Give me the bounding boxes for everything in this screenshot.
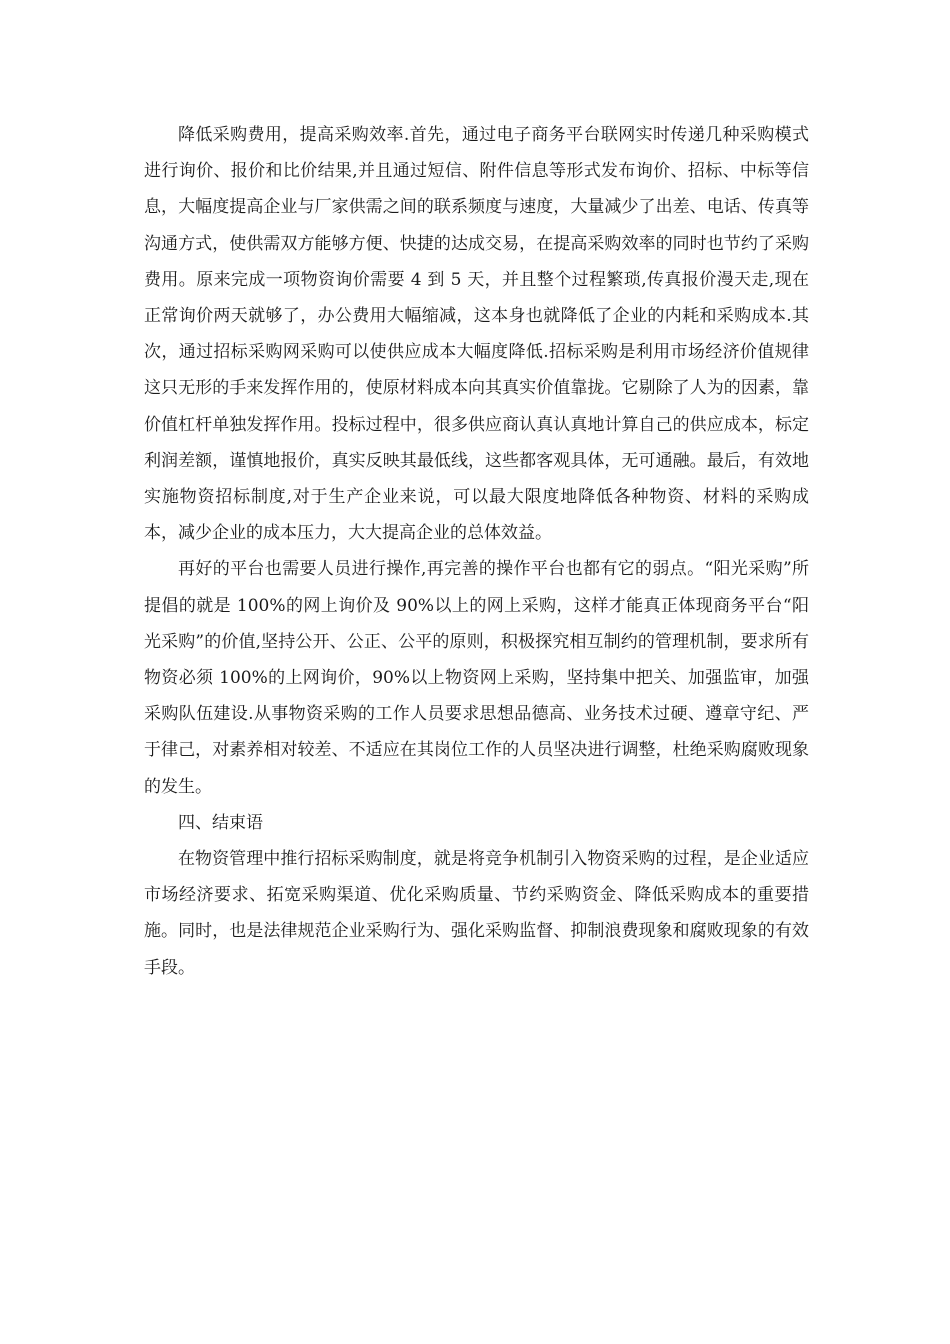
paragraph-sunshine-procurement: 再好的平台也需要人员进行操作,再完善的操作平台也都有它的弱点。“阳光采购”所提倡的就是 100%的网上询价及 90%以上的网上采购，这样才能真正体现商务平台“阳光采购”的价值,坚持公开、公正、公平的原则，积极探究相互制约的管理机制，要求所有物资必须 100%的上网询价，90%以上物资网上采购，坚持集中把关、加强监审，加强采购队伍建设.从事物资采购的工作人员要求思想品德高、业务技术过硬、遵章守纪、严于律己，对素养相对较差、不适应在其岗位工作的人员坚决进行调整，杜绝采购腐败现象的发生。 [144,559,809,797]
paragraph-conclusion: 在物资管理中推行招标采购制度，就是将竞争机制引入物资采购的过程，是企业适应市场经济要求、拓宽采购渠道、优化采购质量、节约采购资金、降低采购成本的重要措施。同时，也是法律规范企业采购行为、强化采购监督、抑制浪费现象和腐败现象的有效手段。 [144,849,809,978]
document-body [144,117,809,986]
section-heading: 四、结束语 [178,812,263,833]
paragraph-procurement-cost: 降低采购费用，提高采购效率.首先，通过电子商务平台联网实时传递几种采购模式进行询价、报价和比价结果,并且通过短信、附件信息等形式发布询价、招标、中标等信息，大幅度提高企业与厂家供需之间的联系频度与速度，大量减少了出差、电话、传真等沟通方式，使供需双方能够方便、快捷的达成交易，在提高采购效率的同时也节约了采购费用。原来完成一项物资询价需要 4 到 5 天，并且整个过程繁琐,传真报价漫天走,现在正常询价两天就够了，办公费用大幅缩减，这本身也就降低了企业的内耗和采购成本.其次，通过招标采购网采购可以使供应成本大幅度降低.招标采购是利用市场经济价值规律这只无形的手来发挥作用的，使原材料成本向其真实价值靠拢。它剔除了人为的因素，靠价值杠杆单独发挥作用。投标过程中，很多供应商认真认真地计算自己的供应成本，标定利润差额，谨慎地报价，真实反映其最低线，这些都客观具体，无可通融。最后，有效地实施物资招标制度,对于生产企业来说，可以最大限度地降低各种物资、材料的采购成本，减少企业的成本压力，大大提高企业的总体效益。 [144,125,809,544]
